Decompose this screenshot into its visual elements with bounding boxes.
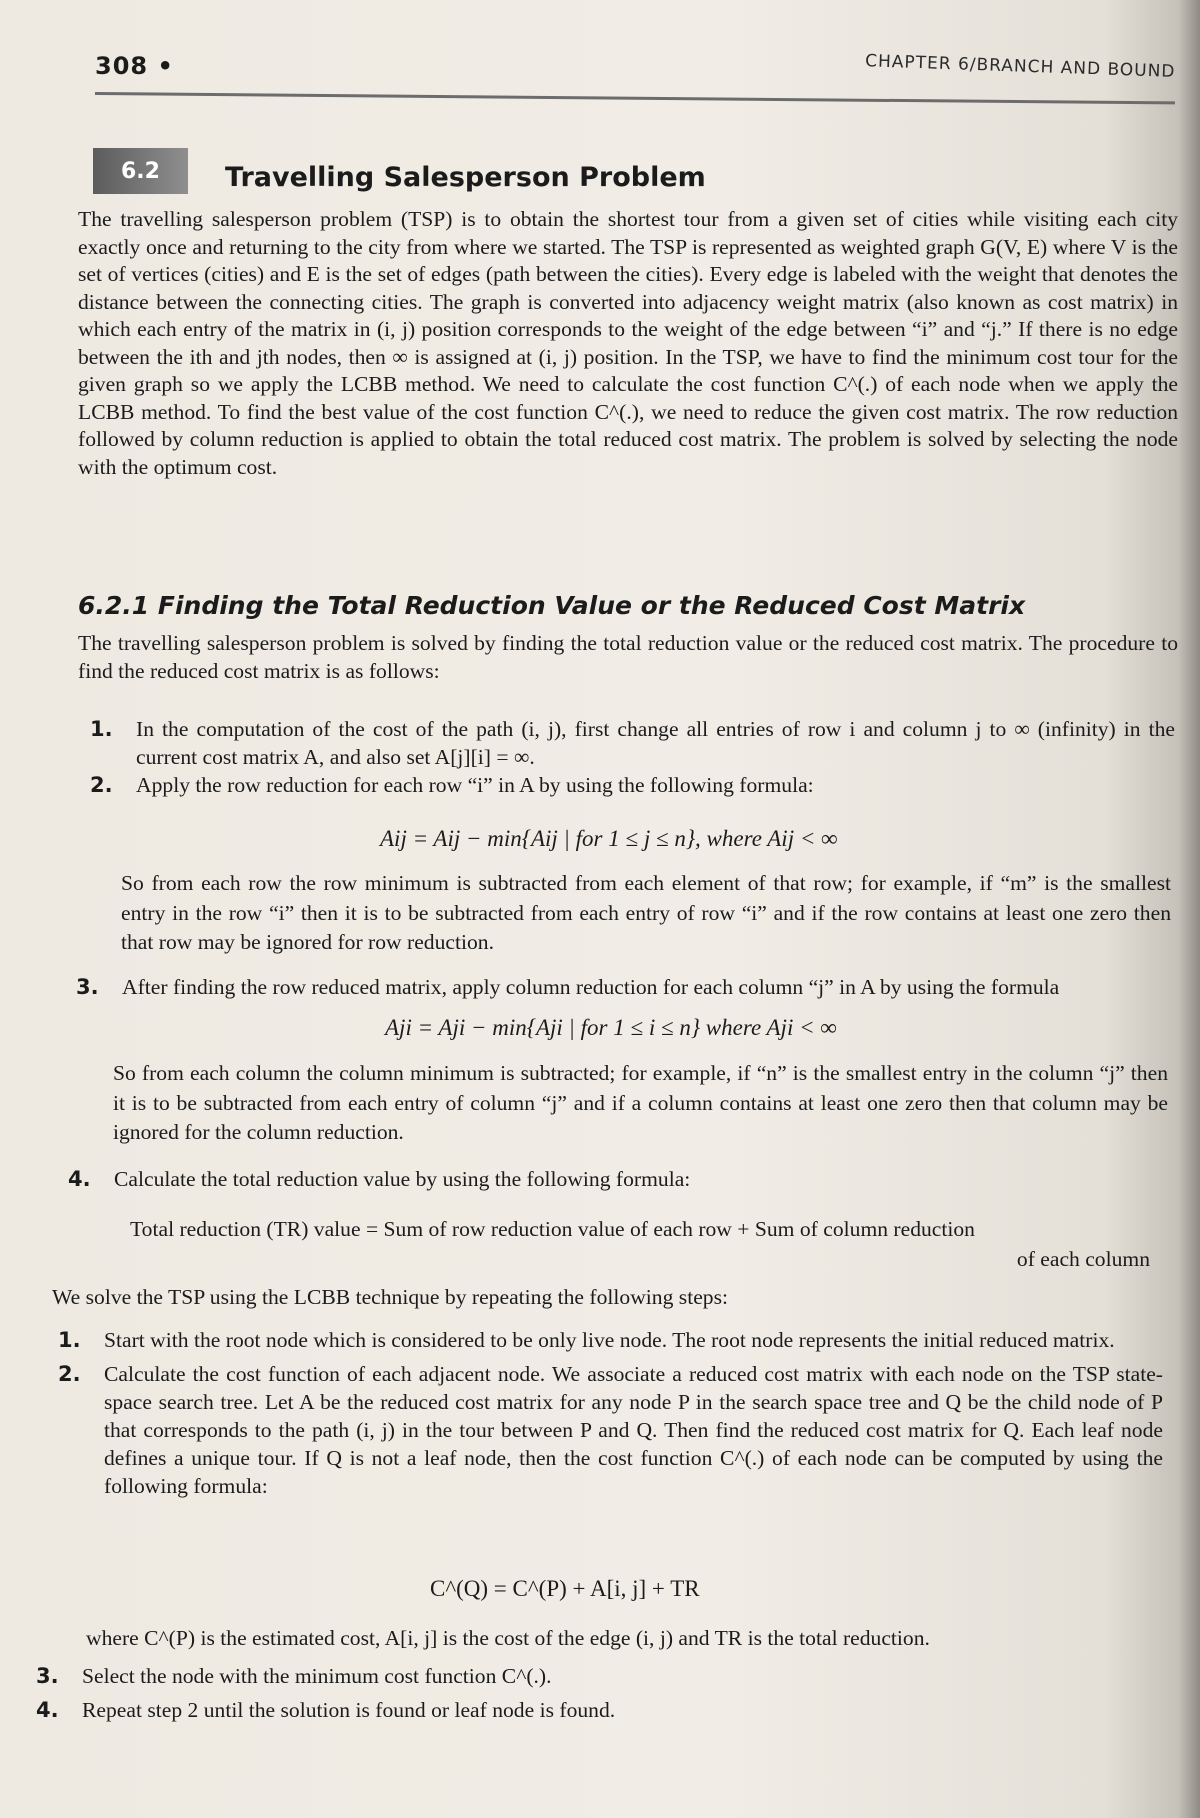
page-number-value: 308: [95, 52, 149, 80]
list-item-text: In the computation of the cost of the path (i, j), first change all entries of row i and column j to ∞ (infinity) in the current cost matrix A, and also set A[j][i] = ∞.: [136, 717, 1175, 769]
list-number: 3.: [76, 975, 99, 999]
list-number: 4.: [36, 1698, 59, 1722]
list-item: [68, 1165, 1168, 1193]
total-reduction-formula: [130, 1214, 1150, 1274]
list-item: [36, 1662, 1136, 1690]
list-item-text: After finding the row reduced matrix, apply column reduction for each column “j” in A by using the formula: [122, 975, 1060, 999]
cost-function-explanation: where C^(P) is the estimated cost, A[i, j] is the cost of the edge (i, j) and TR is the total reduction.: [86, 1626, 930, 1650]
page-edge-shadow: [1178, 0, 1200, 1818]
list-item: [58, 1326, 1163, 1354]
list-item: [36, 1696, 1136, 1724]
cost-function-formula: C^(Q) = C^(P) + A[i, j] + TR: [430, 1576, 700, 1601]
list-number: 1.: [58, 1328, 81, 1352]
list-item-text: Start with the root node which is considered to be only live node. The root node represents the initial reduced matrix.: [104, 1328, 1115, 1352]
tr-formula-line2: of each column: [1016, 1247, 1150, 1271]
list-number: 2.: [58, 1362, 81, 1386]
row-reduction-formula: Aij = Aij − min{Aij | for 1 ≤ j ≤ n}, where Aij < ∞: [380, 826, 838, 851]
row-reduction-explanation: So from each row the row minimum is subtracted from each element of that row; for example, if “m” is the smallest entry in the row “i” then it is to be subtracted from each entry of row “i” and if the row contains at least one zero then that row may be ignored for row reduction.: [121, 871, 1171, 954]
lcbb-intro: We solve the TSP using the LCBB technique by repeating the following steps:: [52, 1285, 728, 1309]
list-item-text: Calculate the cost function of each adjacent node. We associate a reduced cost matrix with each node on the TSP state-space search tree. Let A be the reduced cost matrix for any node P in the search space tree and Q be the child node of P that corresponds to the path (i, j) in the tour between P and Q. Then find the reduced cost matrix for Q. Each leaf node defines a unique tour. If Q is not a leaf node, then the cost function C^(.) of each node can be computed by using the following formula:: [104, 1362, 1163, 1498]
intro-paragraph: The travelling salesperson problem (TSP) is to obtain the shortest tour from a given set of cities while visiting each city exactly once and returning to the city from where we started. The TSP is represented as weighted graph G(V, E) where V is the set of vertices (cities) and E is the set of edges (path between the cities). Every edge is labeled with the weight that denotes the distance between the connecting cities. The graph is converted into adjacency weight matrix (also known as cost matrix) in which each entry of the matrix in (i, j) position corresponds to the weight of the edge between “i” and “j.” If there is no edge between the ith and jth nodes, then ∞ is assigned at (i, j) position. In the TSP, we have to find the minimum cost tour for the given graph so we apply the LCBB method. We need to calculate the cost function C^(.) of each node when we apply the LCBB method. To find the best value of the cost function C^(.), we need to reduce the given cost matrix. The row reduction followed by column reduction is applied to obtain the total reduced cost matrix. The problem is solved by selecting the node with the optimum cost.: [78, 207, 1178, 479]
list-number: 4.: [68, 1167, 91, 1191]
page-header: [95, 48, 1175, 88]
list-number: 3.: [36, 1664, 59, 1688]
section-title: Travelling Salesperson Problem: [225, 162, 706, 193]
list-number: 1.: [90, 717, 113, 741]
list-item: [76, 973, 1171, 1001]
list-item-text: Select the node with the minimum cost function C^(.).: [82, 1664, 552, 1688]
subsection-intro: The travelling salesperson problem is solved by finding the total reduction value or the reduced cost matrix. The procedure to find the reduced cost matrix is as follows:: [78, 631, 1178, 683]
list-number: 2.: [90, 773, 113, 797]
procedure-list-cont: [76, 973, 1171, 1001]
list-item: [90, 771, 1175, 799]
list-item-text: Repeat step 2 until the solution is found or leaf node is found.: [82, 1698, 616, 1722]
page-number: [95, 52, 174, 80]
procedure-list: [90, 715, 1175, 799]
list-item-text: Calculate the total reduction value by using the following formula:: [114, 1167, 691, 1191]
page-number-bullet: •: [157, 52, 174, 80]
list-item: [58, 1360, 1163, 1500]
section-number-badge: 6.2: [93, 148, 188, 194]
header-rule: [95, 92, 1175, 104]
lcbb-steps-list: [58, 1326, 1163, 1500]
running-head: CHAPTER 6/BRANCH AND BOUND: [864, 51, 1176, 82]
procedure-list-cont: [68, 1165, 1168, 1193]
column-reduction-explanation: So from each column the column minimum is subtracted; for example, if “n” is the smallest entry in the column “j” then it is to be subtracted from each entry of column “j” and if a column contains at least one zero then that column may be ignored for the column reduction.: [113, 1061, 1168, 1144]
subsection-title: 6.2.1 Finding the Total Reduction Value or the Reduced Cost Matrix: [78, 591, 1026, 620]
list-item-text: Apply the row reduction for each row “i” in A by using the following formula:: [136, 773, 814, 797]
column-reduction-formula: Aji = Aji − min{Aji | for 1 ≤ i ≤ n} where Aji < ∞: [385, 1015, 837, 1040]
lcbb-steps-list-cont: [36, 1662, 1136, 1724]
tr-formula-line1: Total reduction (TR) value = Sum of row reduction value of each row + Sum of column reduction: [130, 1217, 975, 1241]
list-item: [90, 715, 1175, 771]
